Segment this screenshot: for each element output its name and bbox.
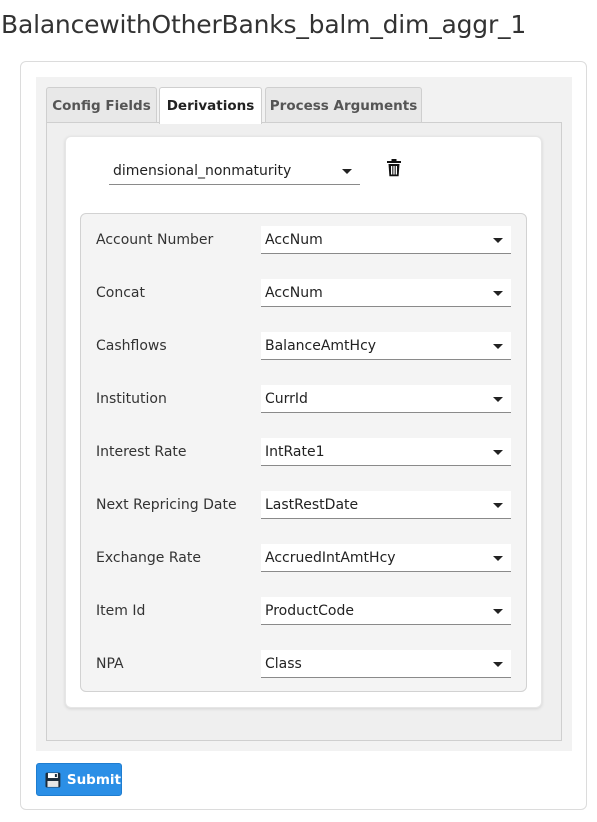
field-row-cashflows: [81, 332, 528, 361]
select-value: ProductCode: [265, 602, 354, 619]
caret-down-icon: [342, 169, 352, 174]
field-label: Next Repricing Date: [96, 497, 237, 513]
tab-process-arguments[interactable]: Process Arguments: [265, 87, 422, 123]
caret-down-icon: [493, 662, 503, 667]
field-row-item-id: [81, 597, 528, 626]
derivation-select-value: dimensional_nonmaturity: [113, 162, 292, 179]
field-row-exchange-rate: [81, 544, 528, 573]
caret-down-icon: [493, 238, 503, 243]
cashflows-select[interactable]: [261, 332, 511, 360]
tab-derivations[interactable]: Derivations: [159, 87, 262, 124]
field-label: Exchange Rate: [96, 550, 201, 566]
item-id-select[interactable]: [261, 597, 511, 625]
field-label: Account Number: [96, 232, 214, 248]
interest-rate-select[interactable]: [261, 438, 511, 466]
next-repricing-date-select[interactable]: [261, 491, 511, 519]
field-label: Item Id: [96, 603, 146, 619]
select-value: LastRestDate: [265, 496, 359, 513]
field-label: Interest Rate: [96, 444, 187, 460]
exchange-rate-select[interactable]: [261, 544, 511, 572]
submit-label: Submit: [66, 771, 121, 788]
fields-panel: [80, 213, 527, 692]
institution-select[interactable]: [261, 385, 511, 413]
field-row-account-number: [81, 226, 528, 255]
caret-down-icon: [493, 344, 503, 349]
account-number-select[interactable]: [261, 226, 511, 254]
select-value: BalanceAmtHcy: [265, 337, 377, 354]
select-value: Class: [265, 655, 302, 672]
caret-down-icon: [493, 503, 503, 508]
select-value: AccNum: [265, 231, 323, 248]
concat-select[interactable]: [261, 279, 511, 307]
field-label: Cashflows: [96, 338, 167, 354]
tab-config-fields[interactable]: Config Fields: [46, 87, 157, 123]
derivation-card: [65, 136, 542, 708]
form-card: [20, 61, 587, 810]
field-row-next-repricing-date: [81, 491, 528, 520]
field-label: NPA: [96, 656, 124, 672]
select-value: IntRate1: [265, 443, 325, 460]
caret-down-icon: [493, 609, 503, 614]
npa-select[interactable]: [261, 650, 511, 678]
select-value: CurrId: [265, 390, 308, 407]
tabs-panel: [36, 77, 572, 751]
field-row-institution: [81, 385, 528, 414]
caret-down-icon: [493, 291, 503, 296]
field-row-npa: [81, 650, 528, 679]
select-value: AccruedIntAmtHcy: [265, 549, 396, 566]
derivation-select[interactable]: [109, 157, 360, 185]
field-row-interest-rate: [81, 438, 528, 467]
select-value: AccNum: [265, 284, 323, 301]
save-icon: [45, 772, 61, 788]
caret-down-icon: [493, 397, 503, 402]
field-label: Concat: [96, 285, 145, 301]
submit-button[interactable]: [36, 763, 122, 796]
trash-icon[interactable]: [386, 159, 402, 177]
page-title: BalancewithOtherBanks_balm_dim_aggr_1: [1, 10, 527, 39]
field-row-concat: [81, 279, 528, 308]
field-label: Institution: [96, 391, 167, 407]
tab-content: [46, 122, 562, 741]
caret-down-icon: [493, 556, 503, 561]
caret-down-icon: [493, 450, 503, 455]
